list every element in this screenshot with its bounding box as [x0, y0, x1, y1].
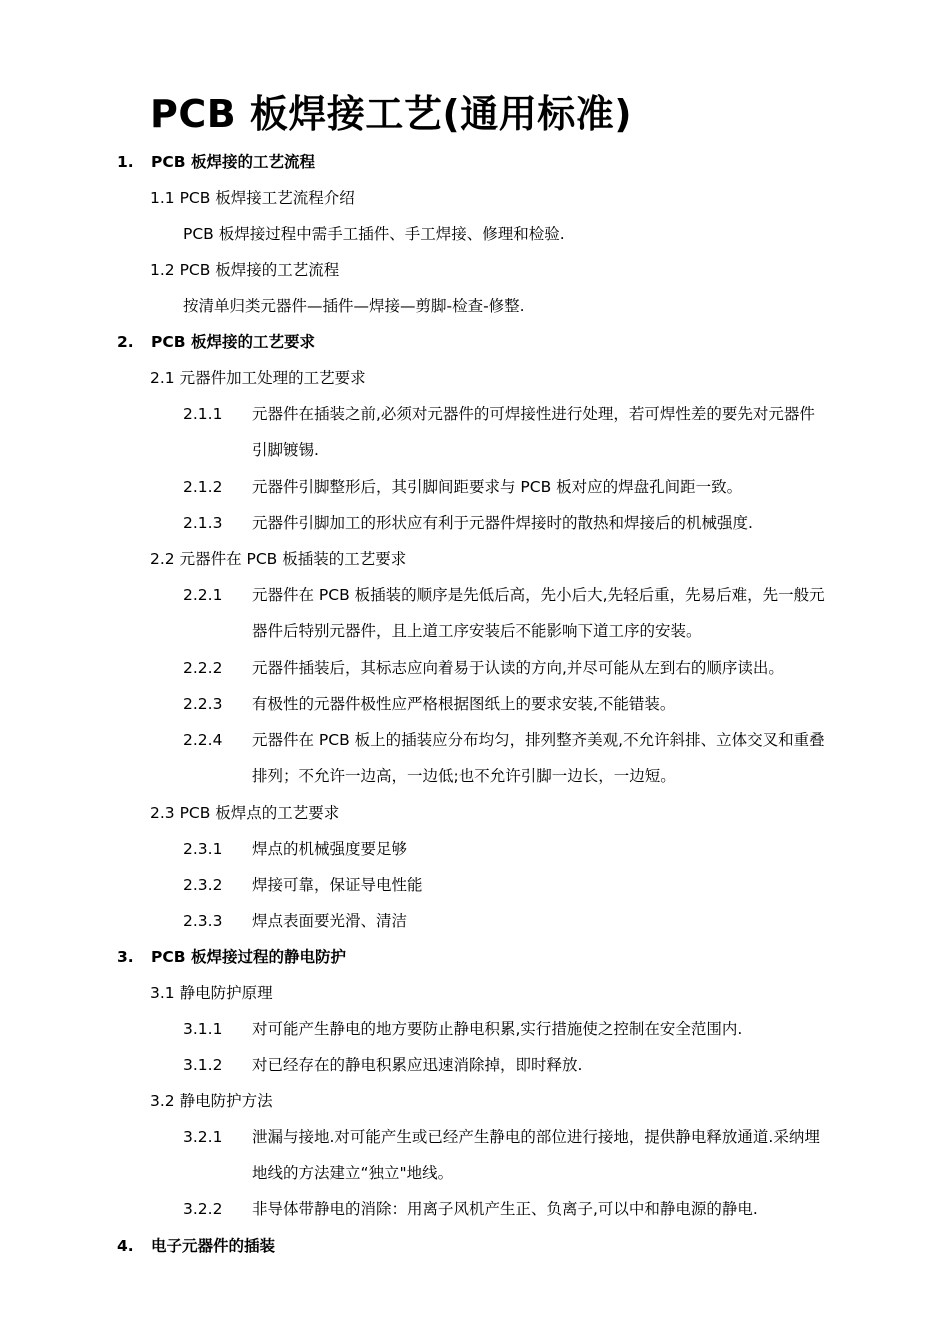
item-text: 元器件引脚整形后，其引脚间距要求与 PCB 板对应的焊盘孔间距一致。: [252, 478, 743, 496]
item-text: 焊点表面要光滑、清洁: [252, 912, 408, 930]
item-number: 2.1.2: [183, 478, 223, 496]
item-text-continuation: 器件后特别元器件，且上道工序安装后不能影响下道工序的安装。: [252, 622, 702, 640]
item-text: 焊点的机械强度要足够: [252, 840, 408, 858]
item-text: 元器件在 PCB 板上的插装应分布均匀，排列整齐美观,不允许斜排、立体交叉和重叠: [252, 731, 825, 749]
subsection-heading-3-2: 3.2 静电防护方法: [150, 1092, 273, 1110]
item-number: 2.3.2: [183, 876, 223, 894]
section-title: PCB 板焊接过程的静电防护: [151, 948, 346, 966]
section-title: 电子元器件的插装: [151, 1237, 276, 1255]
item-number: 2.2.1: [183, 586, 223, 604]
item-text: 非导体带静电的消除：用离子风机产生正、负离子,可以中和静电源的静电.: [252, 1200, 758, 1218]
document-title: PCB 板焊接工艺(通用标准): [150, 92, 633, 136]
subsection-heading-2-1: 2.1 元器件加工处理的工艺要求: [150, 369, 366, 387]
item-number: 3.1.1: [183, 1020, 223, 1038]
item-text: 元器件引脚加工的形状应有利于元器件焊接时的散热和焊接后的机械强度.: [252, 514, 753, 532]
item-text: 焊接可靠，保证导电性能: [252, 876, 423, 894]
item-number: 2.2.3: [183, 695, 223, 713]
subsection-heading-1-1: 1.1 PCB 板焊接工艺流程介绍: [150, 189, 355, 207]
item-number: 2.2.4: [183, 731, 223, 749]
item-text-continuation: 地线的方法建立“独立"地线。: [252, 1164, 454, 1182]
paragraph-1-1: PCB 板焊接过程中需手工插件、手工焊接、修理和检验.: [183, 225, 565, 243]
item-text: 元器件在插装之前,必须对元器件的可焊接性进行处理，若可焊性差的要先对元器件: [252, 405, 815, 423]
item-number: 3.1.2: [183, 1056, 223, 1074]
section-number: 3.: [117, 948, 134, 966]
section-number: 4.: [117, 1237, 134, 1255]
item-number: 3.2.2: [183, 1200, 223, 1218]
paragraph-1-2: 按清单归类元器件—插件—焊接—剪脚-检查-修整.: [183, 297, 525, 315]
subsection-heading-2-3: 2.3 PCB 板焊点的工艺要求: [150, 804, 340, 822]
item-text: 对可能产生静电的地方要防止静电积累,实行措施使之控制在安全范围内.: [252, 1020, 743, 1038]
item-number: 2.2.2: [183, 659, 223, 677]
item-number: 3.2.1: [183, 1128, 223, 1146]
item-number: 2.1.3: [183, 514, 223, 532]
item-text: 有极性的元器件极性应严格根据图纸上的要求安装,不能错装。: [252, 695, 676, 713]
item-text: 对已经存在的静电积累应迅速消除掉，即时释放.: [252, 1056, 583, 1074]
item-text: 泄漏与接地.对可能产生或已经产生静电的部位进行接地，提供静电释放通道.采纳埋: [252, 1128, 820, 1146]
subsection-heading-1-2: 1.2 PCB 板焊接的工艺流程: [150, 261, 340, 279]
item-number: 2.1.1: [183, 405, 223, 423]
section-title: PCB 板焊接的工艺流程: [151, 153, 315, 171]
item-number: 2.3.3: [183, 912, 223, 930]
item-text: 元器件在 PCB 板插装的顺序是先低后高，先小后大,先轻后重，先易后难，先一般元: [252, 586, 825, 604]
item-text-continuation: 引脚镀锡.: [252, 441, 319, 459]
item-text: 元器件插装后，其标志应向着易于认读的方向,并尽可能从左到右的顺序读出。: [252, 659, 784, 677]
section-title: PCB 板焊接的工艺要求: [151, 333, 315, 351]
section-number: 1.: [117, 153, 134, 171]
subsection-heading-3-1: 3.1 静电防护原理: [150, 984, 273, 1002]
item-number: 2.3.1: [183, 840, 223, 858]
section-number: 2.: [117, 333, 134, 351]
item-text-continuation: 排列；不允许一边高，一边低;也不允许引脚一边长，一边短。: [252, 767, 676, 785]
subsection-heading-2-2: 2.2 元器件在 PCB 板插装的工艺要求: [150, 550, 407, 568]
